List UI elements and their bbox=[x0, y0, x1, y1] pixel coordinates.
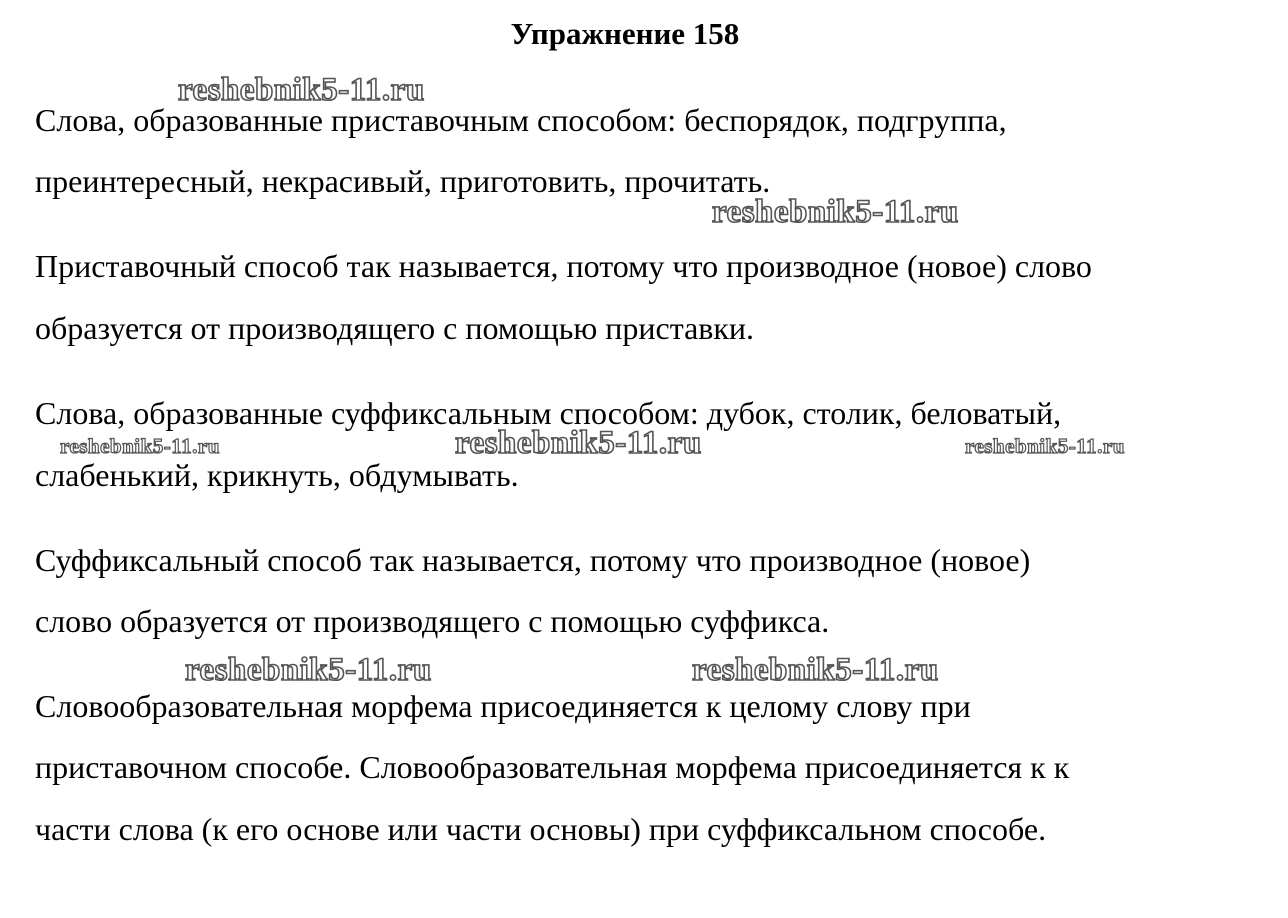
watermark: reshebnik5-11.ru bbox=[712, 194, 959, 230]
text-line: Слова, образованные суффиксальным способом: дубок, столик, беловатый, bbox=[35, 395, 1062, 431]
text-line: образуется от производящего с помощью приставки. bbox=[35, 310, 755, 346]
text-line: Суффиксальный способ так называется, потому что производное (новое) bbox=[35, 542, 1031, 578]
text-line: части слова (к его основе или части основы) при суффиксальном способе. bbox=[35, 811, 1047, 847]
text-line: Приставочный способ так называется, потому что производное (новое) слово bbox=[35, 248, 1092, 284]
text-line: приставочном способе. Словообразовательная морфема присоединяется к к bbox=[35, 749, 1070, 785]
watermark: reshebnik5-11.ru bbox=[965, 434, 1125, 458]
text-line: слово образуется от производящего с помощью суффикса. bbox=[35, 603, 830, 639]
watermark: reshebnik5-11.ru bbox=[185, 652, 432, 688]
text-line: слабенький, крикнуть, обдумывать. bbox=[35, 457, 519, 493]
watermark: reshebnik5-11.ru bbox=[455, 425, 702, 461]
exercise-title: Упражнение 158 bbox=[510, 16, 740, 51]
watermark: reshebnik5-11.ru bbox=[692, 652, 939, 688]
text-line: Словообразовательная морфема присоединяется к целому слову при bbox=[35, 688, 971, 724]
text-line: Слова, образованные приставочным способом: беспорядок, подгруппа, bbox=[35, 102, 1007, 138]
watermark: reshebnik5-11.ru bbox=[178, 72, 425, 108]
watermark: reshebnik5-11.ru bbox=[60, 434, 220, 458]
text-line: преинтересный, некрасивый, приготовить, прочитать. bbox=[35, 163, 771, 199]
